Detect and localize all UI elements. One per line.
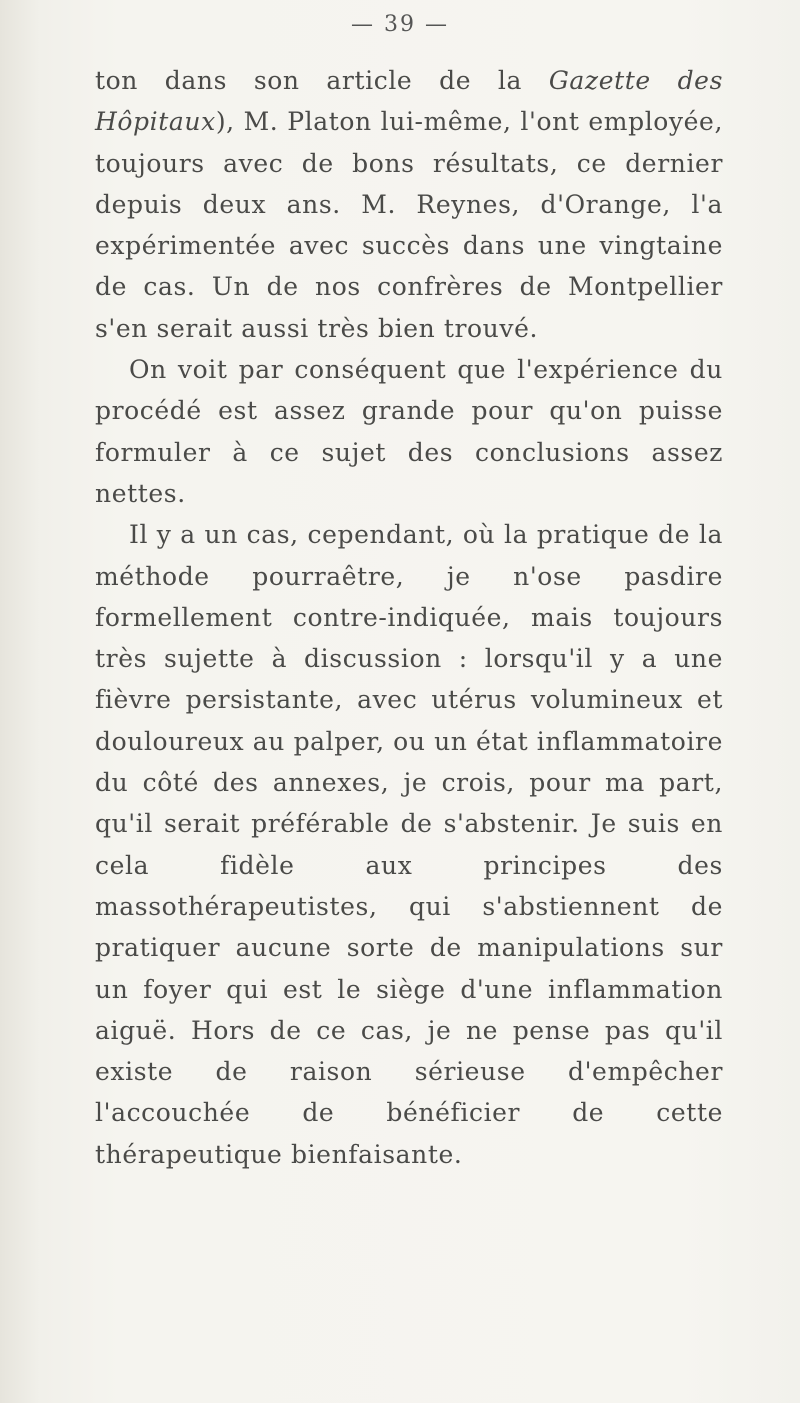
body-text: [95, 60, 723, 1175]
paragraph-3: Il y a un cas, cependant, où la pratique de la méthode pourraêtre, je n'ose pasdire formellement contre-indiquée, mais toujours très sujette à discussion : lorsqu'il y a une fièvre persistante, avec utérus volumineux et douloureux au palper, ou un état inflammatoire du côté des annexes, je crois, pour ma part, qu'il serait préférable de s'abstenir. Je suis en cela fidèle aux principes des massothérapeutistes, qui s'abstiennent de pratiquer aucune sorte de manipulations sur un foyer qui est le siège d'une inflammation aiguë. Hors de ce cas, je ne pense pas qu'il existe de raison sérieuse d'empêcher l'accouchée de bénéficier de cette thérapeutique bienfaisante.: [95, 520, 723, 1169]
paragraph-1-start: ton dans son article de la: [95, 66, 549, 95]
paragraph-1-rest: ), M. Platon lui-même, l'ont employée, toujours avec de bons résultats, ce dernier depuis deux ans. M. Reynes, d'Orange, l'a expérimentée avec succès dans une vingtaine de cas. Un de nos confrères de Montpellier s'en serait aussi très bien trouvé.: [95, 107, 723, 343]
paragraph-1: [95, 60, 723, 349]
paragraph-2: On voit par conséquent que l'expérience du procédé est assez grande pour qu'on puisse formuler à ce sujet des conclusions assez nettes.: [95, 355, 723, 508]
page-number: — 39 —: [351, 12, 449, 37]
journal-title: Gazette des Hôpitaux: [95, 66, 724, 137]
